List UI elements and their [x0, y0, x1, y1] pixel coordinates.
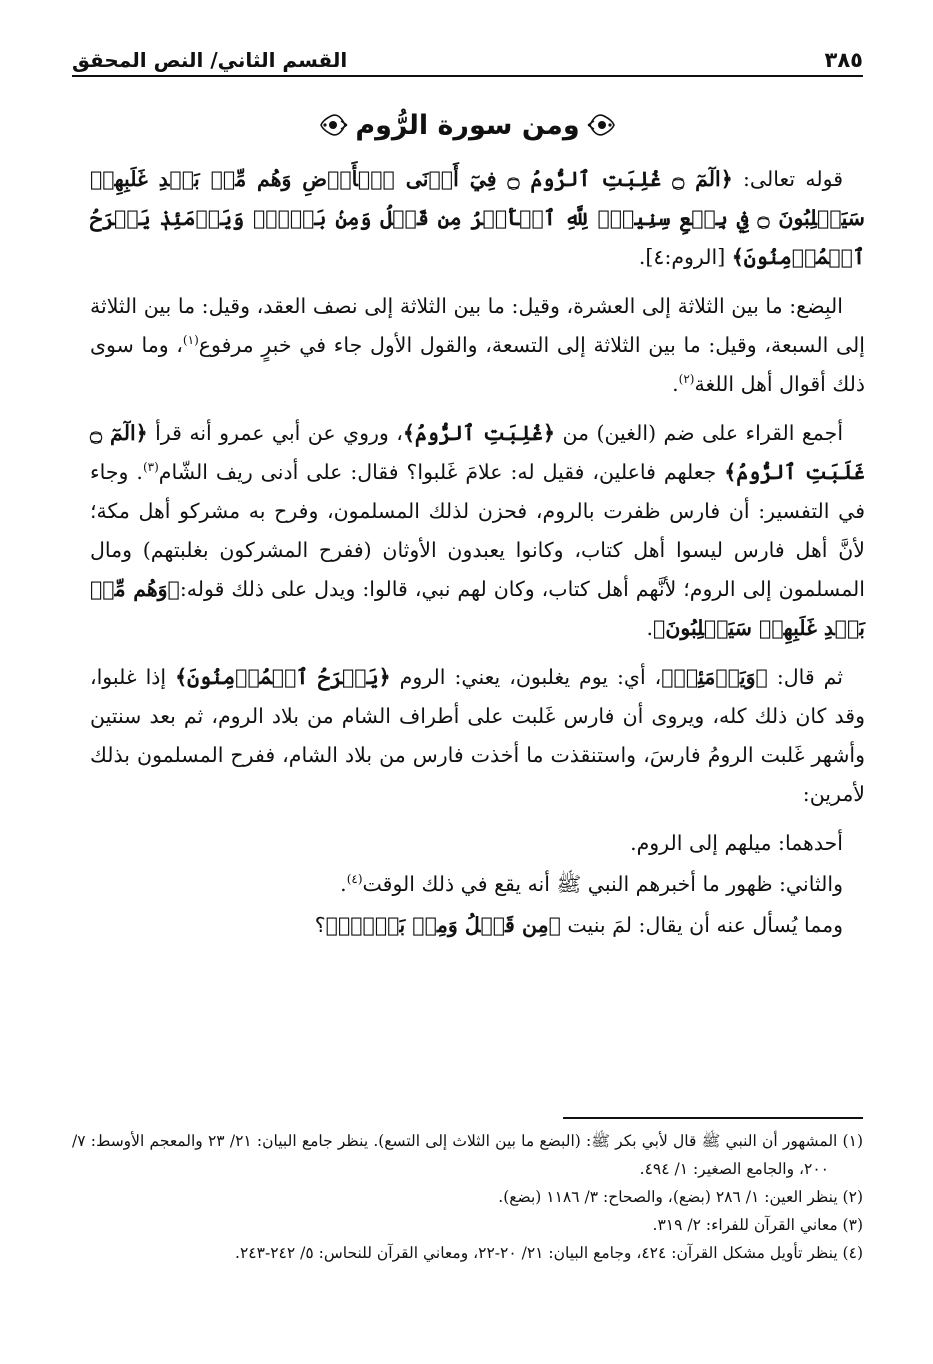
- footnote-ref[interactable]: (٤): [346, 872, 363, 887]
- footnote: (١) المشهور أن النبي ﷺ قال لأبي بكر ﷺ: (البضع ما بين الثلاث إلى التسع). ينظر جامع البيان: ٢١/ ٢٣ والمعجم الأوسط: ٧/ ٢٠٠، والجامع الصغير: ١/ ٤٩٤.: [72, 1132, 863, 1178]
- paragraph: [90, 160, 865, 277]
- quran-verse: ﴿وَهُم مِّنۢ بَعۡدِ غَلَبِهِمۡ سَيَغۡلِبُونَ﴾: [90, 577, 865, 640]
- text-run: أحدهما: ميلهم إلى الروم.: [630, 831, 843, 855]
- text-run: ومما يُسأل عنه أن يقال: لمَ بنيت: [560, 913, 843, 937]
- footnote: (٢) ينظر العين: ١/ ٢٨٦ (بضع)، والصحاح: ٣/ ١١٨٦ (بضع).: [498, 1188, 863, 1206]
- list-item: [90, 906, 865, 945]
- text-run: ، وما سوى ذلك أقوال أهل اللغة: [90, 333, 865, 396]
- verse-reference: [الروم:٤].: [638, 245, 732, 269]
- paragraph: [90, 658, 865, 814]
- footnote-divider: [563, 1117, 863, 1119]
- text-run: .: [340, 872, 347, 896]
- text-run: . وجاء في التفسير: أن فارس ظفرت بالروم، فحزن لذلك المسلمون، وفرح به مشركو أهل مكة؛ لأنَّ أهل فارس ليسوا أهل كتاب، وكانوا يعبدون الأوثان (ففرح المشركون بغلبتهم) ومال المسلمون إلى الروم؛ لأنَّهم أهل كتاب، وكان لهم نبي، قالوا: ويدل على ذلك قوله:: [90, 460, 865, 601]
- running-title: القسم الثاني/ النص المحقق: [72, 48, 348, 72]
- text-run: ؟: [314, 913, 326, 937]
- footnote-ref[interactable]: (١): [182, 333, 199, 348]
- text-run: والثاني: ظهور ما أخبرهم النبي ﷺ أنه يقع في ذلك الوقت: [362, 872, 843, 896]
- header-rule: [72, 75, 863, 77]
- text-run: أجمع القراء على ضم (الغين) من: [555, 421, 844, 445]
- text-run: قوله تعالى:: [732, 167, 844, 191]
- text-run: ثم قال:: [767, 665, 844, 689]
- quran-verse: ﴿الٓمٓ ۝ غُلِبَتِ ٱلرُّومُ ۝ فِيٓ أَدۡنَى ٱلۡأَرۡضِ وَهُم مِّنۢ بَعۡدِ غَلَبِهِمۡ سَيَغۡلِبُونَ ۝ فِي بِضۡعِ سِنِينَۗ لِلَّهِ ٱلۡأَمۡرُ مِن قَبۡلُ وَمِنۢ بَعۡدُۚ وَيَوۡمَئِذٖ يَفۡرَحُ ٱلۡمُؤۡمِنُونَ﴾: [90, 167, 865, 269]
- footnote: (٣) معاني القرآن للفراء: ٢/ ٣١٩.: [652, 1216, 863, 1234]
- footnote-ref[interactable]: (٢): [678, 372, 695, 387]
- chapter-title: ومن سورة الرُّوم: [355, 109, 580, 141]
- ornament-left-icon: [317, 106, 349, 144]
- footnotes: [72, 1127, 863, 1267]
- footnote-ref[interactable]: (٣): [142, 460, 159, 475]
- quran-verse: ﴿غُلِبَتِ ٱلرُّومُ﴾: [402, 421, 556, 445]
- paragraph: [90, 414, 865, 648]
- quran-verse: ﴿وَيَوۡمَئِذٖ﴾: [661, 665, 768, 689]
- text-run: .: [646, 616, 654, 640]
- quran-verse: ﴿يَفۡرَحُ ٱلۡمُؤۡمِنُونَ﴾: [175, 665, 391, 689]
- paragraph: [90, 287, 865, 404]
- quran-verse: ﴿الٓمٓ ۝ غَلَبَتِ ٱلرُّومُ﴾: [90, 421, 865, 484]
- page-number: ٣٨٥: [824, 48, 863, 72]
- footnote: (٤) ينظر تأويل مشكل القرآن: ٤٢٤، وجامع البيان: ٢١/ ٢٠-٢٢، ومعاني القرآن للنحاس: ٥/ ٢٤٢-٢٤٣.: [235, 1244, 863, 1262]
- text-run: ، أي: يوم يغلبون، يعني: الروم: [390, 665, 662, 689]
- list-item: [90, 865, 865, 904]
- quran-verse: ﴿مِن قَبۡلُ وَمِنۢ بَعۡدُۚ﴾: [325, 913, 561, 937]
- list-item: [90, 824, 865, 863]
- chapter-heading: [72, 106, 863, 148]
- text-run: ، وروي عن أبي عمرو أنه قرأ: [147, 421, 403, 445]
- text-run: .: [672, 372, 679, 396]
- text-run: إذا غلبوا، وقد كان ذلك كله، ويروى أن فارس غَلبت على أطراف الشام من بلاد الروم، ثم بعد سنتين وأشهر غَلبت الرومُ فارسَ، واستنقذت ما أخذت فارس من بلاد الشام، ففرح المسلمون بذلك لأمرين:: [90, 665, 865, 806]
- main-text: [90, 160, 865, 947]
- text-run: جعلهم فاعلين، فقيل له: علامَ غَلبوا؟ فقال: على أدنى ريف الشّام: [158, 460, 725, 484]
- ornament-right-icon: [586, 106, 618, 144]
- text-run: البِضع: ما بين الثلاثة إلى العشرة، وقيل: ما بين الثلاثة إلى نصف العقد، وقيل: ما بين الثلاثة إلى السبعة، وقيل: ما بين الثلاثة إلى التسعة، والقول الأول جاء في خبرٍ مرفوع: [90, 294, 865, 357]
- running-header: [72, 38, 863, 72]
